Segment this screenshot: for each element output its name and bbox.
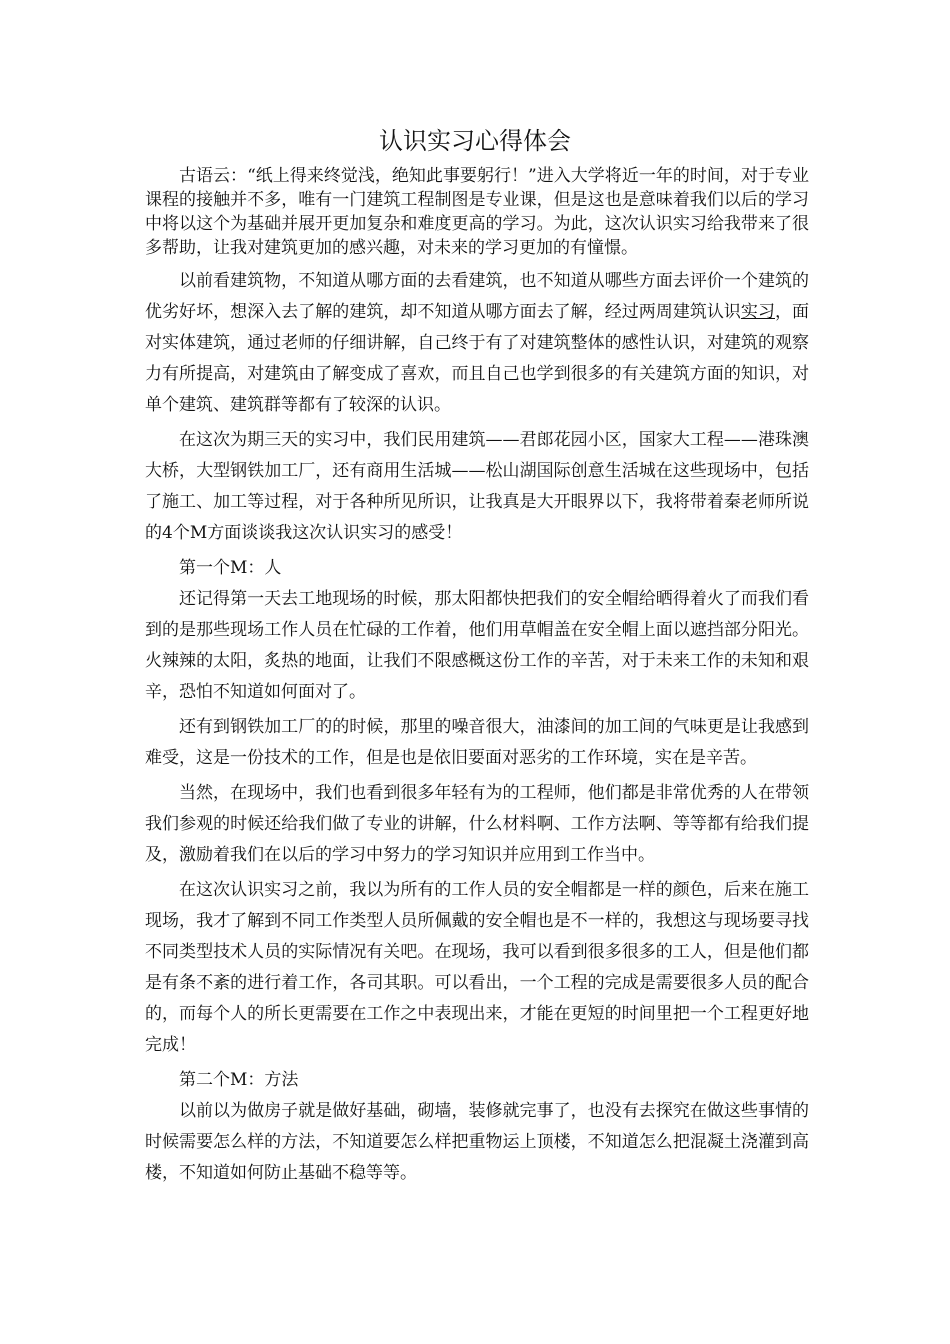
document-title: 认识实习心得体会	[379, 127, 571, 155]
internship-link[interactable]: 实习	[740, 302, 775, 322]
paragraph-three-days: 在这次为期三天的实习中，我们民用建筑——君郎花园小区，国家大工程——港珠澳大桥，大型钢铁加工厂，还有商用生活城——松山湖国际创意生活城在这些现场中，包括了施工、加工等过程，对于各种所见所识，让我真是大开眼界以下，我将带着秦老师所说的4个M方面谈谈我这次认识实习的感受！	[145, 430, 809, 543]
paragraph-past-view-text-a: 以前看建筑物，不知道从哪方面的去看建筑，也不知道从哪些方面去评价一个建筑的优劣好坏，想深入去了解的建筑，却不知道从哪方面去了解，经过两周建筑认识	[145, 271, 809, 322]
paragraph-past-view	[145, 266, 809, 421]
paragraph-past-view-text-b: ，面对实体建筑，通过老师的仔细讲解，自己终于有了对建筑整体的感性认识，对建筑的观察力有所提高，对建筑由了解变成了喜欢，而且自己也学到很多的有关建筑方面的知识，对单个建筑、建筑群等都有了较深的认识。	[145, 302, 810, 415]
document-body	[145, 164, 809, 1193]
paragraph-steel-factory: 还有到钢铁加工厂的的时候，那里的噪音很大，油漆间的加工间的气味更是让我感到难受，这是一份技术的工作，但是也是依旧要面对恶劣的工作环境，实在是辛苦。	[145, 717, 809, 768]
paragraph-engineers: 当然，在现场中，我们也看到很多年轻有为的工程师，他们都是非常优秀的人在带领我们参观的时候还给我们做了专业的讲解，什么材料啊、工作方法啊、等等都有给我们提及，激励着我们在以后的学习中努力的学习知识并应用到工作当中。	[145, 783, 809, 865]
heading-first-m: 第一个M：人	[179, 558, 282, 578]
paragraph-safety-helmets: 在这次认识实习之前，我以为所有的工作人员的安全帽都是一样的颜色，后来在施工现场，我才了解到不同工作类型人员所佩戴的安全帽也是不一样的，我想这与现场要寻找不同类型技术人员的实际情况有关吧。在现场，我可以看到很多很多的工人，但是他们都是有条不紊的进行着工作，各司其职。可以看出，一个工程的完成是需要很多人员的配合的，而每个人的所长更需要在工作之中表现出来，才能在更短的时间里把一个工程更好地完成！	[145, 880, 809, 1055]
paragraph-first-day: 还记得第一天去工地现场的时候，那太阳都快把我们的安全帽给晒得着火了而我们看到的是那些现场工作人员在忙碌的工作着，他们用草帽盖在安全帽上面以遮挡部分阳光。火辣辣的太阳，炙热的地面，让我们不限感概这份工作的辛苦，对于未来工作的未知和艰辛，恐怕不知道如何面对了。	[145, 589, 809, 702]
heading-second-m: 第二个M：方法	[179, 1070, 299, 1090]
paragraph-intro: 古语云：“纸上得来终觉浅，绝知此事要躬行！”进入大学将近一年的时间，对于专业课程的接触并不多，唯有一门建筑工程制图是专业课，但是这也是意味着我们以后的学习中将以这个为基础并展开更加复杂和难度更高的学习。为此，这次认识实习给我带来了很多帮助，让我对建筑更加的感兴趣，对未来的学习更加的有憧憬。	[145, 166, 809, 258]
paragraph-methods: 以前以为做房子就是做好基础，砌墙，装修就完事了，也没有去探究在做这些事情的时候需要怎么样的方法，不知道要怎么样把重物运上顶楼，不知道怎么把混凝土浇灌到高楼，不知道如何防止基础不稳等等。	[145, 1101, 809, 1183]
